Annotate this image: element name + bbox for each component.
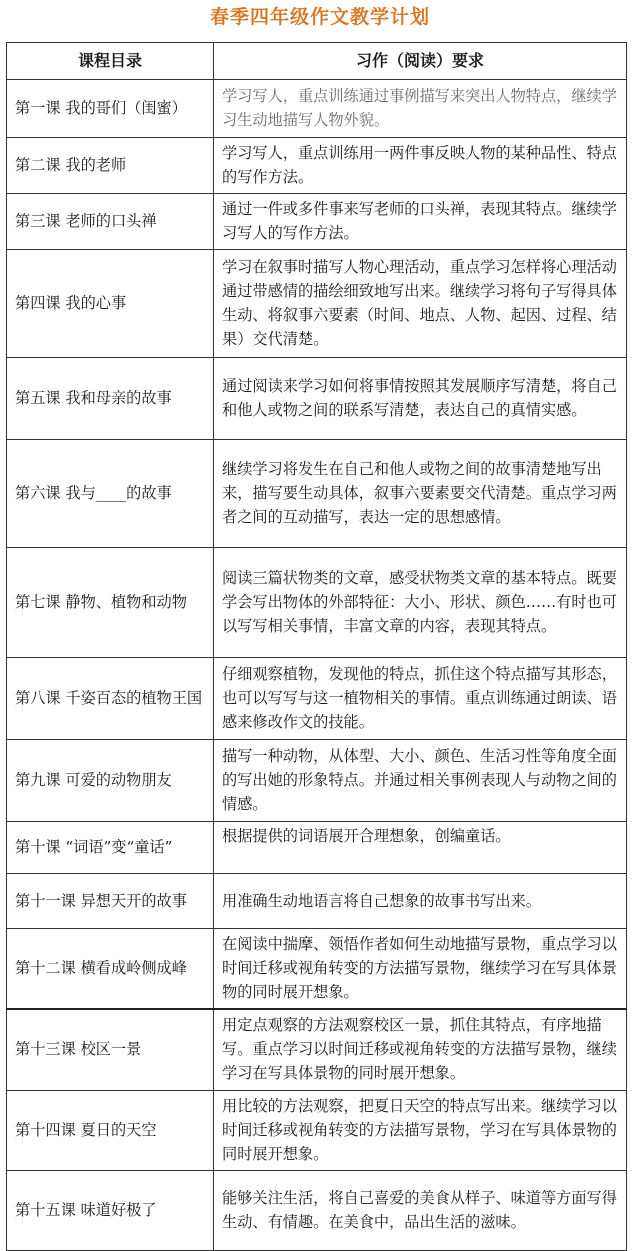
table-row xyxy=(7,822,627,874)
lesson-title: 第三课 老师的口头禅 xyxy=(7,194,214,250)
table-row xyxy=(7,250,627,358)
lesson-title: 第六课 我与____的故事 xyxy=(7,440,214,548)
table-row xyxy=(7,658,627,740)
table-row xyxy=(7,1171,627,1251)
lesson-requirement: 根据提供的词语展开合理想象，创编童话。 xyxy=(214,822,627,874)
lesson-requirement: 阅读三篇状物类的文章，感受状物类文章的基本特点。既要学会写出物体的外部特征：大小、形状、颜色……有时也可以写写相关事情，丰富文章的内容，表现其特点。 xyxy=(214,548,627,658)
table-row xyxy=(7,548,627,658)
lesson-requirement: 仔细观察植物，发现他的特点，抓住这个特点描写其形态，也可以写写与这一植物相关的事情。重点训练通过朗读、语感来修改作文的技能。 xyxy=(214,658,627,740)
lesson-title: 第十五课 味道好极了 xyxy=(7,1171,214,1251)
lesson-requirement: 学习写人，重点训练用一两件事反映人物的某种品性、特点的写作方法。 xyxy=(214,138,627,194)
header-requirement: 习作（阅读）要求 xyxy=(214,43,627,80)
table-row xyxy=(7,1009,627,1091)
table-row xyxy=(7,358,627,440)
lesson-title: 第十四课 夏日的天空 xyxy=(7,1091,214,1171)
lesson-title: 第十三课 校区一景 xyxy=(7,1009,214,1091)
lesson-title: 第二课 我的老师 xyxy=(7,138,214,194)
lesson-title: 第十一课 异想天开的故事 xyxy=(7,874,214,929)
lesson-requirement: 用比较的方法观察，把夏日天空的特点写出来。继续学习以时间迁移或视角转变的方法描写景物，学习在写具体景物的同时展开想象。 xyxy=(214,1091,627,1171)
table-row xyxy=(7,874,627,929)
lesson-requirement: 在阅读中揣摩、领悟作者如何生动地描写景物，重点学习以时间迁移或视角转变的方法描写景物，继续学习在写具体景物的同时展开想象。 xyxy=(214,929,627,1009)
table-row xyxy=(7,138,627,194)
lesson-title: 第四课 我的心事 xyxy=(7,250,214,358)
table-row xyxy=(7,1091,627,1171)
lesson-requirement: 继续学习将发生在自己和他人或物之间的故事清楚地写出来，描写要生动具体，叙事六要素要交代清楚。重点学习两者之间的互动描写，表达一定的思想感情。 xyxy=(214,440,627,548)
table-row xyxy=(7,440,627,548)
table-row xyxy=(7,80,627,138)
table-row xyxy=(7,929,627,1009)
lesson-requirement: 学习写人，重点训练通过事例描写来突出人物特点，继续学习生动地描写人物外貌。 xyxy=(214,80,627,138)
lesson-title: 第一课 我的哥们（闺蜜） xyxy=(7,80,214,138)
lesson-title: 第十课 “词语”变“童话” xyxy=(7,822,214,874)
lesson-requirement: 用定点观察的方法观察校区一景，抓住其特点，有序地描写。重点学习以时间迁移或视角转变的方法描写景物，继续学习在写具体景物的同时展开想象。 xyxy=(214,1009,627,1091)
lesson-title: 第七课 静物、植物和动物 xyxy=(7,548,214,658)
lesson-title: 第九课 可爱的动物朋友 xyxy=(7,740,214,822)
table-row xyxy=(7,194,627,250)
lesson-title: 第八课 千姿百态的植物王国 xyxy=(7,658,214,740)
lesson-requirement: 描写一种动物，从体型、大小、颜色、生活习性等角度全面的写出她的形象特点。并通过相关事例表现人与动物之间的情感。 xyxy=(214,740,627,822)
lesson-title: 第十二课 横看成岭侧成峰 xyxy=(7,929,214,1009)
page-title: 春季四年级作文教学计划 xyxy=(209,6,430,28)
lesson-requirement: 能够关注生活，将自己喜爱的美食从样子、味道等方面写得生动、有情趣。在美食中，品出生活的滋味。 xyxy=(214,1171,627,1251)
header-lesson: 课程目录 xyxy=(7,43,214,80)
lesson-requirement: 学习在叙事时描写人物心理活动，重点学习怎样将心理活动通过带感情的描绘细致地写出来。继续学习将句子写得具体生动、将叙事六要素（时间、地点、人物、起因、过程、结果）交代清楚。 xyxy=(214,250,627,358)
table-row xyxy=(7,740,627,822)
lesson-requirement: 用准确生动地语言将自己想象的故事书写出来。 xyxy=(214,874,627,929)
lesson-requirement: 通过一件或多件事来写老师的口头禅，表现其特点。继续学习写人的写作方法。 xyxy=(214,194,627,250)
lesson-title: 第五课 我和母亲的故事 xyxy=(7,358,214,440)
lesson-requirement: 通过阅读来学习如何将事情按照其发展顺序写清楚，将自己和他人或物之间的联系写清楚，表达自己的真情实感。 xyxy=(214,358,627,440)
table-header-row xyxy=(7,43,627,80)
lesson-plan-table xyxy=(6,42,627,1251)
